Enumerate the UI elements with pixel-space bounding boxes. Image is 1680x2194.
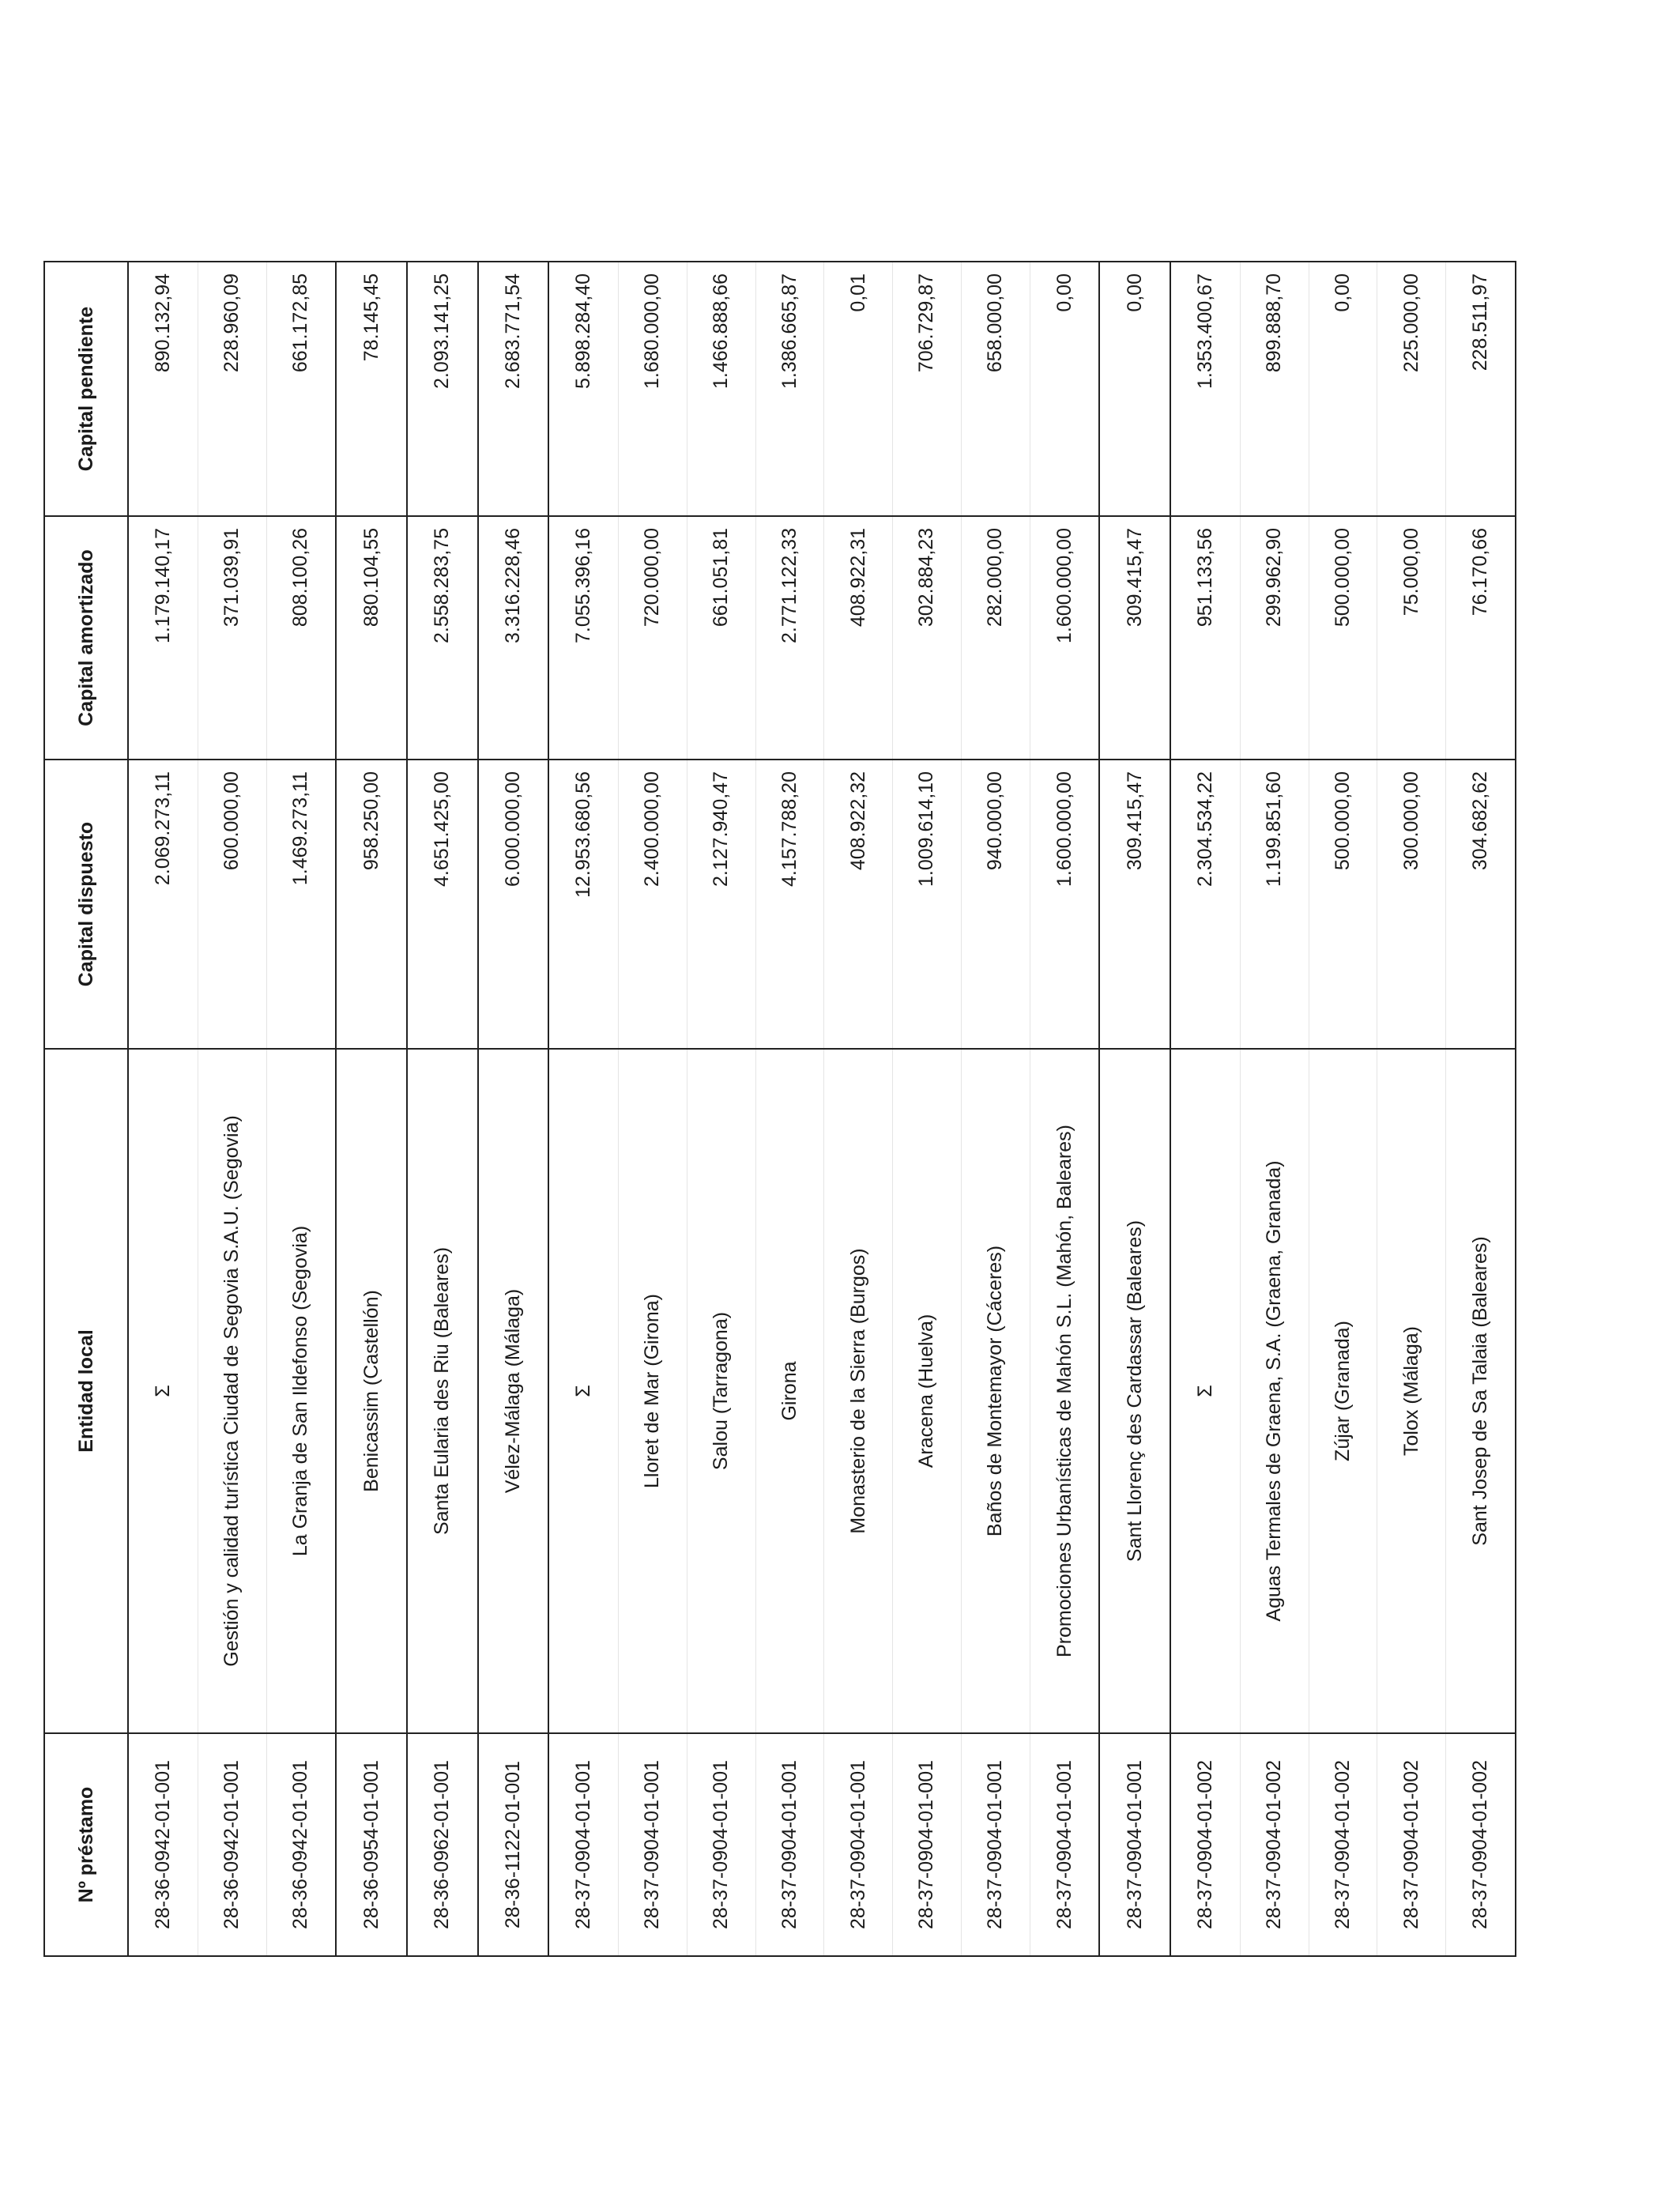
cell-entidad: Vélez-Málaga (Málaga): [478, 1049, 549, 1733]
cell-dispuesto: 2.127.940,47: [687, 760, 755, 1049]
table-body: [128, 262, 1516, 1956]
cell-prestamo: 28-37-0904-01-001: [548, 1733, 618, 1956]
cell-amortizado: 76.170,66: [1446, 516, 1516, 760]
cell-pendiente: 228.960,09: [198, 262, 266, 516]
cell-prestamo: 28-36-0942-01-001: [266, 1733, 336, 1956]
cell-entidad: Baños de Montemayor (Cáceres): [961, 1049, 1030, 1733]
cell-prestamo: 28-36-0962-01-001: [407, 1733, 478, 1956]
cell-dispuesto: 304.682,62: [1446, 760, 1516, 1049]
cell-entidad: Aracena (Huelva): [893, 1049, 962, 1733]
cell-amortizado: 808.100,26: [266, 516, 336, 760]
cell-pendiente: 228.511,97: [1446, 262, 1516, 516]
cell-entidad: Promociones Urbanísticas de Mahón S.L. (Mahón, Baleares): [1030, 1049, 1099, 1733]
rotated-table-container: [43, 262, 1516, 1957]
cell-pendiente: 1.386.665,87: [755, 262, 824, 516]
cell-entidad: Σ: [128, 1049, 198, 1733]
cell-pendiente: 0,01: [824, 262, 893, 516]
cell-entidad: Tolox (Málaga): [1377, 1049, 1446, 1733]
table-row: [336, 262, 407, 1956]
table-header-row: [44, 262, 128, 1956]
cell-entidad: Σ: [1170, 1049, 1240, 1733]
cell-amortizado: 408.922,31: [824, 516, 893, 760]
cell-pendiente: 661.172,85: [266, 262, 336, 516]
table-row: [1030, 262, 1099, 1956]
cell-amortizado: 282.000,00: [961, 516, 1030, 760]
cell-pendiente: 78.145,45: [336, 262, 407, 516]
cell-prestamo: 28-37-0904-01-001: [755, 1733, 824, 1956]
cell-dispuesto: 4.651.425,00: [407, 760, 478, 1049]
cell-entidad: La Granja de San Ildefonso (Segovia): [266, 1049, 336, 1733]
table-row: [1170, 262, 1240, 1956]
cell-prestamo: 28-37-0904-01-001: [618, 1733, 687, 1956]
cell-entidad: Girona: [755, 1049, 824, 1733]
header-dispuesto: Capital dispuesto: [44, 760, 128, 1049]
cell-prestamo: 28-37-0904-01-002: [1240, 1733, 1309, 1956]
cell-dispuesto: 6.000.000,00: [478, 760, 549, 1049]
cell-pendiente: 890.132,94: [128, 262, 198, 516]
cell-pendiente: 1.353.400,67: [1170, 262, 1240, 516]
cell-pendiente: 1.466.888,66: [687, 262, 755, 516]
cell-prestamo: 28-36-0942-01-001: [198, 1733, 266, 1956]
header-prestamo: Nº préstamo: [44, 1733, 128, 1956]
cell-prestamo: 28-37-0904-01-002: [1309, 1733, 1377, 1956]
cell-prestamo: 28-37-0904-01-002: [1446, 1733, 1516, 1956]
cell-pendiente: 5.898.284,40: [548, 262, 618, 516]
loans-table: [43, 261, 1516, 1957]
cell-amortizado: 75.000,00: [1377, 516, 1446, 760]
table-row: [618, 262, 687, 1956]
cell-entidad: Benicassim (Castellón): [336, 1049, 407, 1733]
cell-amortizado: 1.179.140,17: [128, 516, 198, 760]
cell-prestamo: 28-37-0904-01-001: [687, 1733, 755, 1956]
cell-amortizado: 1.600.000,00: [1030, 516, 1099, 760]
table-row: [961, 262, 1030, 1956]
cell-dispuesto: 2.304.534,22: [1170, 760, 1240, 1049]
table-row: [478, 262, 549, 1956]
cell-prestamo: 28-37-0904-01-001: [893, 1733, 962, 1956]
cell-prestamo: 28-37-0904-01-001: [824, 1733, 893, 1956]
cell-dispuesto: 1.600.000,00: [1030, 760, 1099, 1049]
cell-dispuesto: 2.069.273,11: [128, 760, 198, 1049]
cell-prestamo: 28-36-0954-01-001: [336, 1733, 407, 1956]
table-row: [1240, 262, 1309, 1956]
cell-amortizado: 500.000,00: [1309, 516, 1377, 760]
cell-amortizado: 720.000,00: [618, 516, 687, 760]
table-row: [1377, 262, 1446, 1956]
cell-dispuesto: 1.199.851,60: [1240, 760, 1309, 1049]
table-row: [407, 262, 478, 1956]
table-row: [755, 262, 824, 1956]
cell-amortizado: 2.558.283,75: [407, 516, 478, 760]
header-pendiente: Capital pendiente: [44, 262, 128, 516]
cell-pendiente: 0,00: [1099, 262, 1170, 516]
table-row: [824, 262, 893, 1956]
cell-dispuesto: 2.400.000,00: [618, 760, 687, 1049]
table-row: [1446, 262, 1516, 1956]
cell-amortizado: 951.133,56: [1170, 516, 1240, 760]
cell-amortizado: 309.415,47: [1099, 516, 1170, 760]
cell-pendiente: 0,00: [1309, 262, 1377, 516]
cell-pendiente: 2.683.771,54: [478, 262, 549, 516]
cell-entidad: Lloret de Mar (Girona): [618, 1049, 687, 1733]
cell-dispuesto: 4.157.788,20: [755, 760, 824, 1049]
cell-entidad: Sant Josep de Sa Talaia (Baleares): [1446, 1049, 1516, 1733]
cell-prestamo: 28-37-0904-01-002: [1377, 1733, 1446, 1956]
cell-prestamo: 28-37-0904-01-001: [961, 1733, 1030, 1956]
cell-entidad: Monasterio de la Sierra (Burgos): [824, 1049, 893, 1733]
cell-amortizado: 2.771.122,33: [755, 516, 824, 760]
cell-dispuesto: 309.415,47: [1099, 760, 1170, 1049]
cell-pendiente: 0,00: [1030, 262, 1099, 516]
cell-dispuesto: 500.000,00: [1309, 760, 1377, 1049]
cell-entidad: Σ: [548, 1049, 618, 1733]
table-row: [1099, 262, 1170, 1956]
table-row: [893, 262, 962, 1956]
cell-amortizado: 299.962,90: [1240, 516, 1309, 760]
table-row: [1309, 262, 1377, 1956]
cell-prestamo: 28-37-0904-01-001: [1030, 1733, 1099, 1956]
cell-amortizado: 371.039,91: [198, 516, 266, 760]
cell-prestamo: 28-37-0904-01-001: [1099, 1733, 1170, 1956]
cell-dispuesto: 1.469.273,11: [266, 760, 336, 1049]
cell-amortizado: 661.051,81: [687, 516, 755, 760]
cell-entidad: Salou (Tarragona): [687, 1049, 755, 1733]
table-row: [128, 262, 198, 1956]
cell-prestamo: 28-37-0904-01-002: [1170, 1733, 1240, 1956]
cell-pendiente: 706.729,87: [893, 262, 962, 516]
header-amortizado: Capital amortizado: [44, 516, 128, 760]
table-row: [687, 262, 755, 1956]
header-entidad: Entidad local: [44, 1049, 128, 1733]
cell-amortizado: 3.316.228,46: [478, 516, 549, 760]
cell-amortizado: 880.104,55: [336, 516, 407, 760]
cell-dispuesto: 940.000,00: [961, 760, 1030, 1049]
cell-dispuesto: 958.250,00: [336, 760, 407, 1049]
cell-prestamo: 28-36-1122-01-001: [478, 1733, 549, 1956]
cell-dispuesto: 300.000,00: [1377, 760, 1446, 1049]
table-row: [548, 262, 618, 1956]
cell-amortizado: 302.884,23: [893, 516, 962, 760]
cell-pendiente: 1.680.000,00: [618, 262, 687, 516]
cell-entidad: Zújar (Granada): [1309, 1049, 1377, 1733]
cell-dispuesto: 408.922,32: [824, 760, 893, 1049]
cell-pendiente: 899.888,70: [1240, 262, 1309, 516]
cell-entidad: Gestión y calidad turística Ciudad de Segovia S.A.U. (Segovia): [198, 1049, 266, 1733]
table-row: [266, 262, 336, 1956]
cell-prestamo: 28-36-0942-01-001: [128, 1733, 198, 1956]
cell-pendiente: 2.093.141,25: [407, 262, 478, 516]
cell-pendiente: 658.000,00: [961, 262, 1030, 516]
cell-pendiente: 225.000,00: [1377, 262, 1446, 516]
cell-entidad: Sant Llorenç des Cardassar (Baleares): [1099, 1049, 1170, 1733]
cell-dispuesto: 1.009.614,10: [893, 760, 962, 1049]
cell-amortizado: 7.055.396,16: [548, 516, 618, 760]
cell-dispuesto: 600.000,00: [198, 760, 266, 1049]
cell-dispuesto: 12.953.680,56: [548, 760, 618, 1049]
table-row: [198, 262, 266, 1956]
cell-entidad: Santa Eularia des Riu (Baleares): [407, 1049, 478, 1733]
cell-entidad: Aguas Termales de Graena, S.A. (Graena, Granada): [1240, 1049, 1309, 1733]
